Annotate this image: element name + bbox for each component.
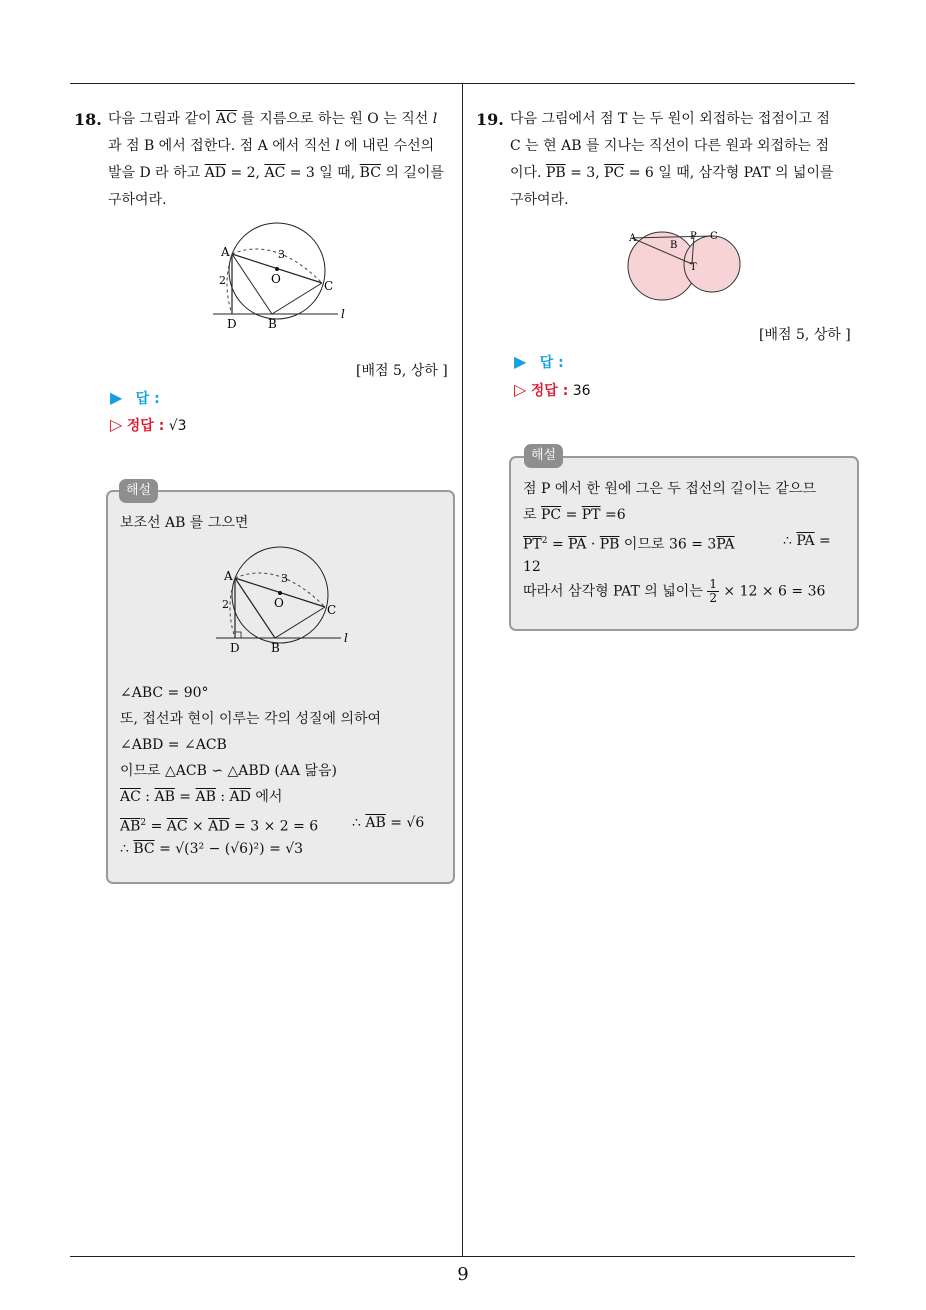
solution-line: ∴ $\overline{PA}$ = [783, 533, 831, 549]
problem-18 [74, 106, 459, 226]
label-P: P [690, 231, 697, 242]
solution-line: 이므로 △ACB ∽ △ABD (AA 닮음) [120, 763, 338, 779]
problem-text [108, 106, 444, 214]
key-label: 정답 : [126, 418, 165, 434]
key-value: 36 [572, 383, 591, 399]
label-A: A [629, 233, 637, 244]
label-B: B [268, 317, 277, 331]
problem-line: 발을 D 라 하고 $\overline{AD} = 2$, $\overline{AC} = 3$ 일 때, $\overline{BC}$ 의 길이를 [108, 165, 444, 181]
problem-19 [476, 106, 861, 226]
problem-number: 18. [74, 110, 102, 129]
problem-line: 과 점 B 에서 접한다. 점 A 에서 직선 l 에 내린 수선의 [108, 138, 435, 154]
solution-figure [208, 544, 358, 656]
label-B: B [271, 641, 280, 655]
label-T: T [690, 262, 697, 273]
solution-tag: 해설 [524, 444, 563, 468]
key-value: √3 [168, 418, 187, 434]
label-C: C [710, 231, 718, 242]
fraction: $\frac{1}{2}$ [709, 577, 717, 605]
solution-line: $\overline{AC}$ : $\overline{AB} = \overline{AB}$ : $\overline{AD}$ 에서 [120, 789, 283, 805]
problem-text [510, 106, 834, 214]
problem-18-key [110, 415, 187, 435]
problem-18-solution [106, 490, 455, 884]
label-l: l [344, 631, 348, 645]
label-D: D [227, 317, 237, 331]
label-D: D [230, 641, 240, 655]
key-arrow-icon: ▷ [110, 415, 123, 434]
problem-line: 구하여라. [510, 192, 569, 208]
problem-18-figure [205, 220, 355, 332]
label-O: O [274, 596, 284, 610]
solution-line: 따라서 삼각형 PAT 의 넓이는 $\frac{1}{2}$ × 12 × 6 = 36 [523, 577, 826, 605]
solution-line: $\overline{PT}^2 = \overline{PA} \cdot \overline{PB}$ 이므로 $36 = 3\overline{PA}$ [523, 536, 735, 553]
solution-tag: 해설 [119, 479, 158, 503]
problem-19-figure [622, 226, 747, 304]
problem-line: C 는 현 AB 를 지나는 직선이 다른 원과 외접하는 점 [510, 138, 830, 154]
answer-arrow-icon: ▶ [514, 352, 527, 371]
problem-line: 다음 그림에서 점 T 는 두 원이 외접하는 접점이고 점 [510, 111, 830, 127]
solution-line: ∠ABC = 90° [120, 685, 209, 701]
answer-label: 답 : [135, 391, 160, 407]
problem-19-key [514, 380, 591, 400]
answer-arrow-icon: ▶ [110, 388, 123, 407]
solution-line: $\overline{AB}^2 = \overline{AC} \times \overline{AD} = 3 \times 2 = 6$ [120, 818, 319, 835]
solution-line: 12 [523, 559, 541, 575]
problem-number: 19. [476, 110, 504, 129]
solution-line: 또, 접선과 현이 이루는 각의 성질에 의하여 [120, 711, 382, 727]
answer-label: 답 : [539, 355, 564, 371]
label-3: 3 [281, 572, 288, 585]
label-2: 2 [219, 274, 226, 287]
label-O: O [271, 272, 281, 286]
problem-line: 구하여라. [108, 192, 167, 208]
key-label: 정답 : [530, 383, 569, 399]
label-B: B [670, 240, 678, 251]
label-C: C [324, 279, 334, 293]
problem-18-score: [배점 5, 상하 ] [356, 363, 448, 379]
solution-line: 보조선 AB 를 그으면 [120, 515, 249, 531]
problem-19-score: [배점 5, 상하 ] [759, 327, 851, 343]
solution-line: 점 P 에서 한 원에 그은 두 접선의 길이는 같으므 [523, 481, 816, 497]
solution-line: ∴ $\overline{AB} = √6$ [352, 815, 425, 831]
problem-line: 다음 그림과 같이 $\overline{AC}$ 를 지름으로 하는 원 O 는 직선 l [108, 111, 438, 127]
problem-line: 이다. $\overline{PB} = 3$, $\overline{PC} = 6$ 일 때, 삼각형 PAT 의 넓이를 [510, 165, 834, 181]
page-number: 9 [457, 1264, 469, 1285]
label-A: A [221, 245, 230, 259]
column-divider [462, 83, 463, 1257]
solution-line: ∴ $\overline{BC} = √(3^2 - (√6)^2) = √3$ [120, 841, 304, 857]
problem-19-solution [509, 456, 859, 631]
key-arrow-icon: ▷ [514, 380, 527, 399]
label-l: l [341, 307, 345, 321]
bottom-rule [70, 1256, 855, 1257]
solution-line: ∠ABD = ∠ACB [120, 737, 227, 753]
solution-line: 로 $\overline{PC} = \overline{PT} =6$ [523, 507, 626, 523]
label-C: C [327, 603, 337, 617]
label-2: 2 [222, 598, 229, 611]
problem-18-answer [110, 388, 160, 408]
label-A: A [224, 569, 233, 583]
label-3: 3 [278, 248, 285, 261]
problem-19-answer [514, 352, 564, 372]
